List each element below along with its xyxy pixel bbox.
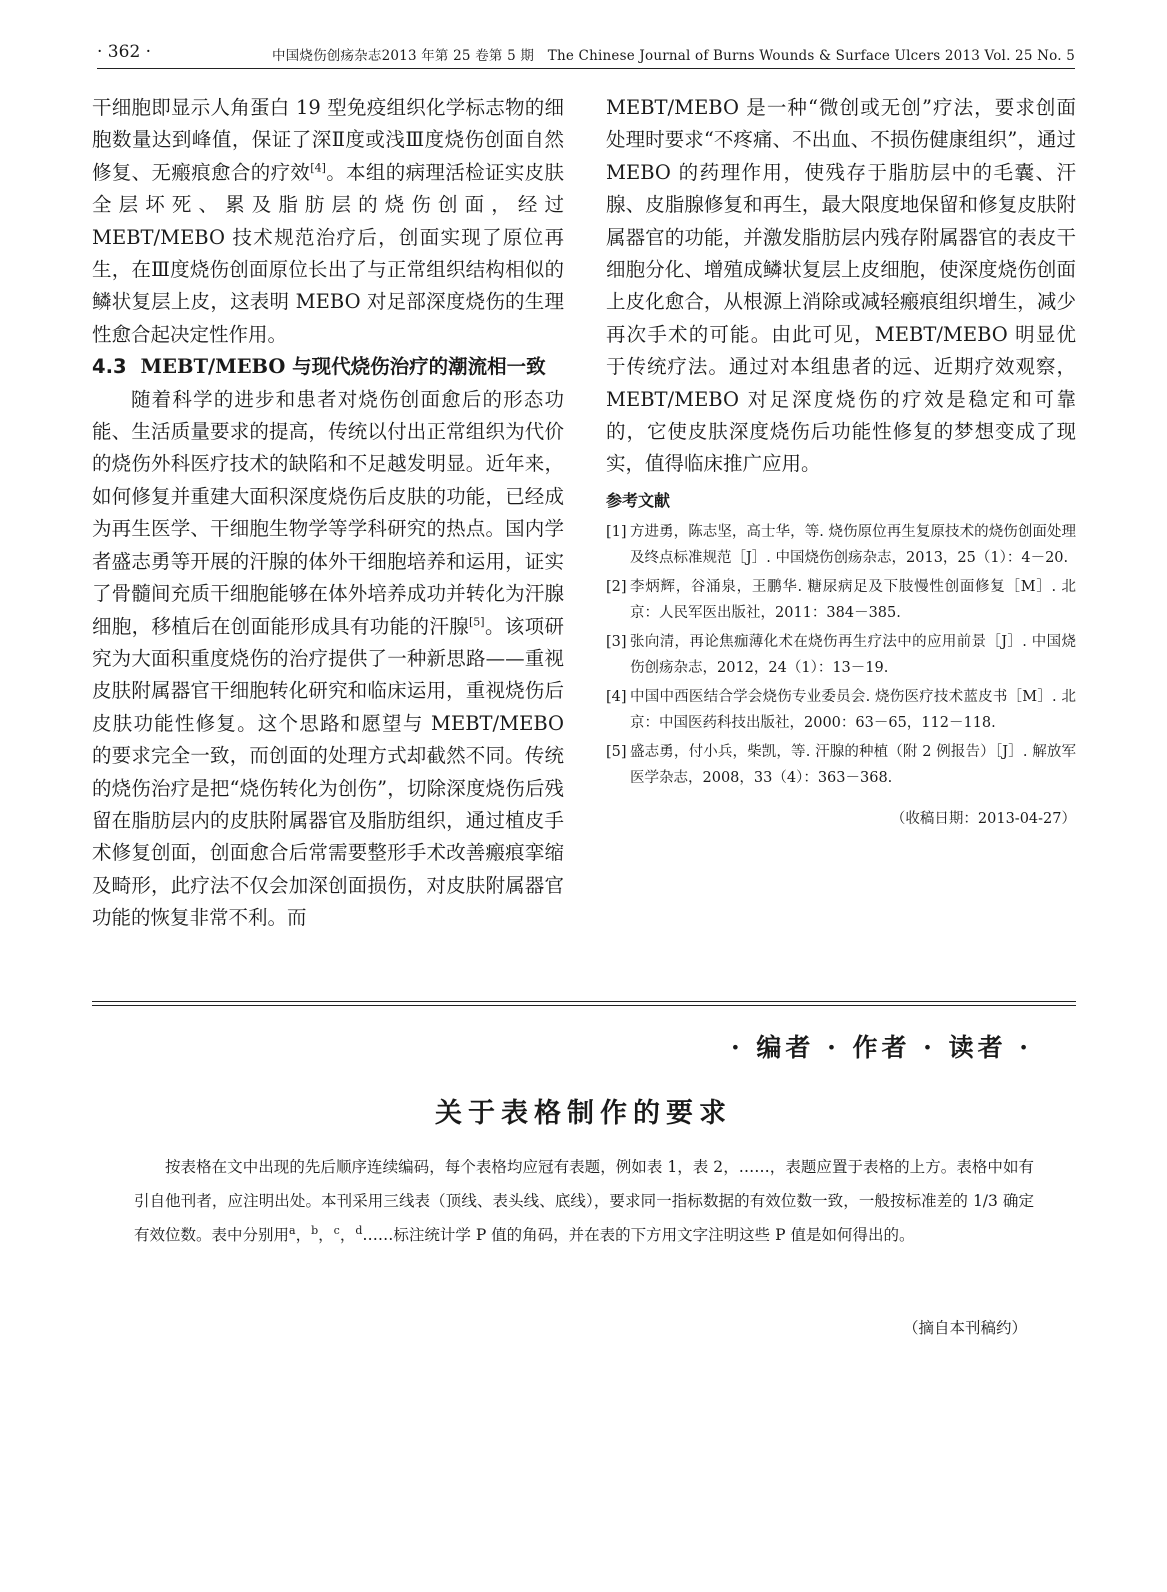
received-date: （收稿日期：2013-04-27） [890,810,1076,827]
notice-title: 关于表格制作的要求 [435,1098,732,1129]
references-heading: 参考文献 [606,490,671,510]
reference-number: [4] [606,688,627,705]
notice-text: 按表格在文中出现的先后顺序连续编码，每个表格均应冠有表题，例如表 1，表 2，……，表题应置于表格的上方。表格中如有引自他刊者，应注明出处。本刊采用三线表（顶线、表头线、底线），要求同一指标数据的有效位数一致，一般按标准差的 1/3 确定有效位数。表中分别用 [134,1158,1034,1244]
paragraph-text: 干细胞即显示人角蛋白 19 型免疫组织化学标志物的细胞数量达到峰值，保证了深Ⅱ度或浅Ⅲ度烧伤创面自然修复、无瘢痕愈合的疗效 [92,96,564,184]
reference-item [606,739,1076,792]
reference-item [606,574,1076,627]
reference-item [606,684,1076,737]
reference-text: 中国中西医结合学会烧伤专业委员会. 烧伤医疗技术蓝皮书［M］. 北京：中国医药科技出版社，2000：63－65，112－118. [630,688,1076,732]
superscript-marker: a [289,1223,296,1237]
reference-number: [1] [606,523,627,540]
column-label: · 编者 · 作者 · 读者 · [730,1033,1032,1062]
superscript-marker: b [311,1223,319,1237]
journal-running-title: 中国烧伤创疡杂志2013 年第 25 卷第 5 期 The Chinese Journal of Burns Wounds & Surface Ulcers 2013 Vol. 25 No. 5 [271,48,1075,64]
right-column [606,92,1076,832]
section-divider-thin [92,1005,1076,1006]
separator: ， [295,1226,312,1244]
notice-source: （摘自本刊稿约） [902,1319,1027,1337]
left-column [92,92,564,935]
superscript-marker: c [333,1223,340,1237]
running-header [97,40,1075,69]
reference-list [606,519,1076,792]
reference-number: [5] [606,743,627,760]
notice-text: ……标注统计学 P 值的角码，并在表的下方用文字注明这些 P 值是如何得出的。 [362,1226,915,1244]
separator: ， [318,1226,334,1244]
reference-number: [2] [606,578,627,595]
section-title: MEBT/MEBO 与现代烧伤治疗的潮流相一致 [140,355,546,379]
reference-number: [3] [606,633,627,650]
paragraph: MEBT/MEBO 是一种“微创或无创”疗法，要求创面处理时要求“不疼痛、不出血、不损伤健康组织”，通过 MEBO 的药理作用，使残存于脂肪层中的毛囊、汗腺、皮脂腺修复和再生，最大限度地保留和修复皮肤附属器官的功能，并激发脂肪层内残存附属器官的表皮干细胞分化、增殖成鳞状复层上皮细胞，使深度烧伤创面上皮化愈合，从根源上消除或减轻瘢痕组织增生，减少再次手术的可能。由此可见，MEBT/MEBO 明显优于传统疗法。通过对本组患者的远、近期疗效观察，MEBT/MEBO 对足深度烧伤的疗效是稳定和可靠的，它使皮肤深度烧伤后功能性修复的梦想变成了现实，值得临床推广应用。 [606,96,1076,476]
citation: [4] [310,161,326,175]
page-number: · 362 · [97,42,152,62]
notice-body [134,1150,1034,1252]
paragraph-text: 。该项研究为大面积重度烧伤的治疗提供了一种新思路——重视皮肤附属器官干细胞转化研究和临床运用，重视烧伤后皮肤功能性修复。这个思路和愿望与 MEBT/MEBO 的要求完全一致，而创面的处理方式却截然不同。传统的烧伤治疗是把“烧伤转化为创伤”，切除深度烧伤后残留在脂肪层内的皮肤附属器官及脂肪组织，通过植皮手术修复创面，创面愈合后常需要整形手术改善瘢痕挛缩及畸形，此疗法不仅会加深创面损伤，对皮肤附属器官功能的恢复非常不利。而 [92,614,564,930]
reference-item [606,519,1076,572]
reference-text: 张向清，再论焦痂薄化术在烧伤再生疗法中的应用前景［J］. 中国烧伤创疡杂志，2012，24（1）：13－19. [630,633,1076,677]
reference-text: 李炳辉，谷涌泉，王鹏华. 糖尿病足及下肢慢性创面修复［M］. 北京：人民军医出版社，2011：384－385. [630,578,1076,622]
paragraph-text: 随着科学的进步和患者对烧伤创面愈后的形态功能、生活质量要求的提高，传统以付出正常组织为代价的烧伤外科医疗技术的缺陷和不足越发明显。近年来，如何修复并重建大面积深度烧伤后皮肤的功能，已经成为再生医学、干细胞生物学等学科研究的热点。国内学者盛志勇等开展的汗腺的体外干细胞培养和运用，证实了骨髓间充质干细胞能够在体外培养成功并转化为汗腺细胞，移植后在创面能形成具有功能的汗腺 [92,387,564,638]
superscript-marker: d [355,1223,363,1237]
paragraph-text: 。本组的病理活检证实皮肤全层坏死、累及脂肪层的烧伤创面，经过 MEBT/MEBO 技术规范治疗后，创面实现了原位再生，在Ⅲ度烧伤创面原位长出了与正常组织结构相似的鳞状复层上皮，这表明 MEBO 对足部深度烧伤的生理性愈合起决定性作用。 [92,160,564,346]
section-divider [92,1001,1076,1002]
reference-item [606,629,1076,682]
section-number: 4.3 [92,355,127,379]
reference-text: 方进勇，陈志坚，高士华，等. 烧伤原位再生复原技术的烧伤创面处理及终点标准规范［J］. 中国烧伤创疡杂志，2013，25（1）：4－20. [630,523,1076,567]
separator: ， [339,1226,356,1244]
paragraph [92,384,564,935]
reference-text: 盛志勇，付小兵，柴凯，等. 汗腺的种植（附 2 例报告）［J］. 解放军医学杂志，2008，33（4）：363－368. [630,743,1076,787]
paragraph [92,92,564,351]
section-heading [92,351,564,383]
citation: [5] [469,615,485,628]
